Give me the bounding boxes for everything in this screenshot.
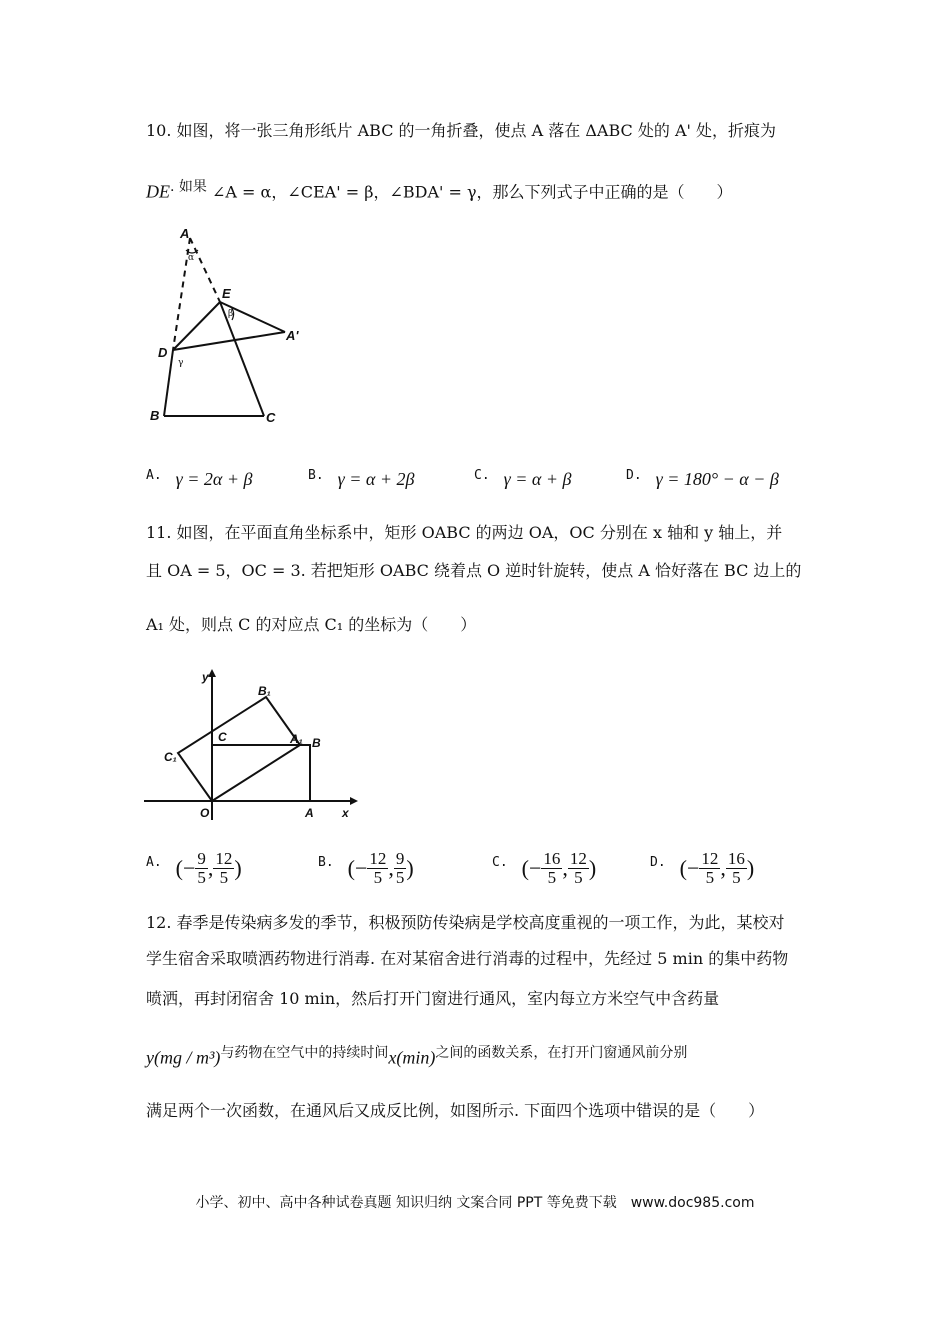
q10-edge-da [173,332,285,350]
q10-option-b[interactable]: B. γ = α + 2β [308,468,415,489]
q10-option-a[interactable]: A. γ = 2α + β [146,468,253,489]
q10-label-alpha: α [188,253,195,263]
q11-label-b: B [312,736,321,750]
q10-option-c[interactable]: C. γ = α + β [474,468,572,489]
q10-line1: 10. 如图，将一张三角形纸片 ABC 的一角折叠，使点 A 落在 ΔABC 处的 A' 处，折痕为 [146,121,776,140]
q11-label-b1: B₁ [258,684,271,698]
q10-condition: ∠A = α，∠CEA' = β，∠BDA' = γ，那么下列式子中正确的是（ ） [212,182,733,202]
q12-line1: 12. 春季是传染病多发的季节，积极预防传染病是学校高度重视的一项工作，为此，某校对 [146,913,785,932]
q10-label-b: B [150,408,160,423]
q12-x-expr: x(min) [388,1047,436,1068]
q11-option-b-frac2: $\frac{9}{5}$ [395,849,405,887]
q11-option-b[interactable]: B. (− $\frac{12}{5}$ , $\frac{9}{5}$ ) [318,849,414,887]
q11-line3: A₁ 处，则点 C 的对应点 C₁ 的坐标为（ ） [146,615,477,634]
q12-line4 [146,1042,687,1068]
q11-label-a: A [305,806,314,820]
q10-label-gamma: γ [178,358,184,368]
q12-line5: 满足两个一次函数，在通风后又成反比例，如图所示. 下面四个选项中错误的是（ ） [146,1101,765,1120]
q12-y-expr: y(mg / m³) [146,1047,221,1068]
q10-crease-de: DE [146,181,170,202]
q10-option-c-text: γ = α + β [503,469,572,489]
q12-line4-text1: 与药物在空气中的持续时间 [220,1045,389,1061]
q10-label-c: C [266,410,276,425]
q12-line3: 喷洒，再封闭宿舍 10 min，然后打开门窗进行通风，室内每立方米空气中含药量 [146,989,720,1008]
q11-line2: 且 OA = 5，OC = 3. 若把矩形 OABC 绕着点 O 逆时针旋转，使点 A 恰好落在 BC 边上的 [146,561,802,580]
q11-option-a-frac1: $\frac{9}{5}$ [197,849,206,887]
q10-dashed-ae [190,238,220,302]
q11-label-c1: C₁ [164,750,177,764]
q11-option-c[interactable]: C. (− $\frac{16}{5}$ , $\frac{12}{5}$ ) [492,849,597,887]
q10-option-d-text: γ = 180° − α − β [655,469,779,489]
q11-option-c-frac1: $\frac{16}{5}$ [543,849,561,887]
q10-line2 [146,176,733,202]
q11-label-c: C [218,730,227,744]
q11-option-d-frac1: $\frac{12}{5}$ [701,849,719,887]
q11-label-x: x [342,806,349,820]
q11-label-a1: A₁ [290,732,303,746]
q10-label-d: D [158,345,168,360]
q12-line2: 学生宿舍采取喷洒药物进行消毒. 在对某宿舍进行消毒的过程中，先经过 5 min 的集中药物 [146,949,789,968]
q11-option-d[interactable]: D. (− $\frac{12}{5}$ , $\frac{16}{5}$ ) [650,849,755,887]
q10-label-a-prime: A' [286,328,299,343]
q10-figure [140,220,315,430]
q10-option-b-text: γ = α + 2β [337,469,415,489]
q11-label-y: y [202,670,209,684]
q11-label-o: O [200,806,210,820]
q11-option-a-frac2: $\frac{12}{5}$ [215,849,233,887]
q11-option-d-frac2: $\frac{16}{5}$ [727,849,745,887]
q11-rect-oa1b1c1 [178,697,300,801]
q10-if-text: . 如果 [170,179,207,195]
q12-line4-text2: 之间的函数关系，在打开门窗通风前分别 [435,1045,688,1061]
q10-option-a-text: γ = 2α + β [175,469,253,489]
q10-label-beta: β [228,309,234,319]
q10-option-d[interactable]: D. γ = 180° − α − β [626,468,779,489]
q11-option-c-frac2: $\frac{12}{5}$ [569,849,587,887]
q11-line1: 11. 如图，在平面直角坐标系中，矩形 OABC 的两边 OA，OC 分别在 x 轴和 y 轴上，并 [146,523,783,542]
q10-label-e: E [222,286,231,301]
q11-figure [140,665,360,825]
q11-option-a[interactable]: A. (− $\frac{9}{5}$ , $\frac{12}{5}$ ) [146,849,242,887]
q11-option-b-frac1: $\frac{12}{5}$ [369,849,387,887]
q10-label-a: A [180,226,190,241]
page-footer[interactable]: 小学、初中、高中各种试卷真题 知识归纳 文案合同 PPT 等免费下载 www.doc985.com [195,1195,755,1211]
